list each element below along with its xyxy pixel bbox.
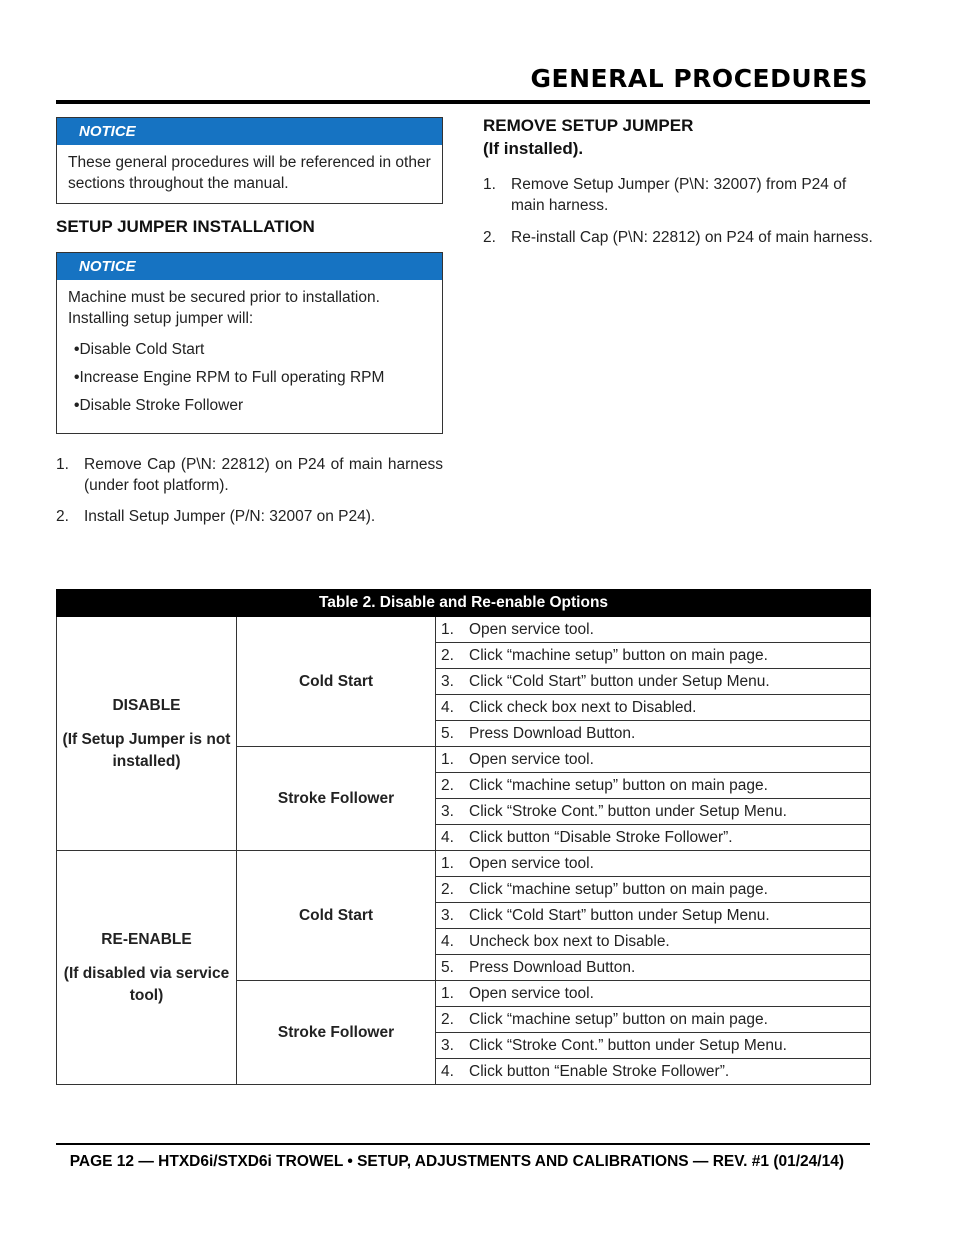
step-cell: 4. Click button “Enable Stroke Follower”.: [436, 1059, 871, 1085]
table-row: [57, 851, 871, 877]
step-cell: 5. Press Download Button.: [436, 955, 871, 981]
remove-steps: [483, 174, 873, 248]
feature-cell: Stroke Follower: [237, 981, 436, 1085]
step-cell: 3. Click “Stroke Cont.” button under Setup Menu.: [436, 1033, 871, 1059]
step-cell: 1. Open service tool.: [436, 617, 871, 643]
step-number: 2.: [483, 229, 496, 246]
footer-rule: [56, 1143, 870, 1145]
setup-steps: [56, 454, 443, 527]
step-cell: 1. Open service tool.: [436, 981, 871, 1007]
step-cell: 4. Click button “Disable Stroke Follower”.: [436, 825, 871, 851]
step-item: [483, 227, 873, 248]
notice-label: NOTICE: [57, 253, 442, 280]
notice-bullet: • Disable Stroke Follower: [74, 395, 432, 416]
step-cell: 1. Open service tool.: [436, 747, 871, 773]
group-cell-reenable: RE-ENABLE (If disabled via service tool): [57, 851, 237, 1085]
step-cell: 2. Click “machine setup” button on main page.: [436, 1007, 871, 1033]
step-number: 2.: [56, 508, 69, 525]
title-rule: [56, 100, 870, 104]
notice-bullet: • Disable Cold Start: [74, 339, 432, 360]
step-cell: 3. Click “Stroke Cont.” button under Setup Menu.: [436, 799, 871, 825]
step-item: [56, 454, 443, 496]
feature-cell: Cold Start: [237, 851, 436, 981]
notice-box-general: [56, 117, 443, 204]
notice-text: These general procedures will be referenced in other sections throughout the manual.: [68, 154, 431, 192]
step-cell: 2. Click “machine setup” button on main page.: [436, 643, 871, 669]
step-text: Install Setup Jumper (P/N: 32007 on P24).: [84, 508, 376, 525]
step-text: Remove Cap (P\N: 22812) on P24 of main harness (under foot platform).: [84, 456, 443, 494]
remove-jumper-heading: REMOVE SETUP JUMPER (If installed).: [483, 116, 694, 158]
left-column: [56, 117, 443, 527]
step-item: [483, 174, 873, 216]
feature-cell: Stroke Follower: [237, 747, 436, 851]
setup-jumper-heading: SETUP JUMPER INSTALLATION: [56, 217, 315, 236]
table-caption: Table 2. Disable and Re-enable Options: [57, 590, 871, 617]
notice-text: Machine must be secured prior to installation. Installing setup jumper will: • Disable Cold Start • Increase Engine RPM to Full operating RPM • Disable Stroke Follower: [57, 280, 442, 432]
step-number: 1.: [56, 456, 69, 473]
step-number: 1.: [483, 176, 496, 193]
table-row: [57, 617, 871, 643]
step-item: [56, 506, 443, 527]
page-footer: PAGE 12 — HTXD6i/STXD6i TROWEL • SETUP, ADJUSTMENTS AND CALIBRATIONS — REV. #1 (01/24/14): [69, 1153, 844, 1170]
notice-label: NOTICE: [57, 118, 442, 145]
disable-reenable-table: [56, 589, 871, 1085]
page-title: GENERAL PROCEDURES: [530, 64, 868, 93]
step-cell: 2. Click “machine setup” button on main page.: [436, 773, 871, 799]
step-cell: 5. Press Download Button.: [436, 721, 871, 747]
step-text: Re-install Cap (P\N: 22812) on P24 of main harness.: [511, 229, 873, 246]
notice-bullet-list: [68, 339, 432, 416]
step-cell: 4. Click check box next to Disabled.: [436, 695, 871, 721]
feature-cell: Cold Start: [237, 617, 436, 747]
step-cell: 3. Click “Cold Start” button under Setup Menu.: [436, 669, 871, 695]
step-cell: 2. Click “machine setup” button on main page.: [436, 877, 871, 903]
group-cell-disable: DISABLE (If Setup Jumper is not installed): [57, 617, 237, 851]
right-column: [483, 114, 873, 248]
step-text: Remove Setup Jumper (P\N: 32007) from P24 of main harness.: [511, 176, 847, 214]
step-cell: 1. Open service tool.: [436, 851, 871, 877]
step-cell: 3. Click “Cold Start” button under Setup Menu.: [436, 903, 871, 929]
step-cell: 4. Uncheck box next to Disable.: [436, 929, 871, 955]
notice-bullet: • Increase Engine RPM to Full operating RPM: [74, 367, 432, 388]
notice-box-setup: [56, 252, 443, 434]
